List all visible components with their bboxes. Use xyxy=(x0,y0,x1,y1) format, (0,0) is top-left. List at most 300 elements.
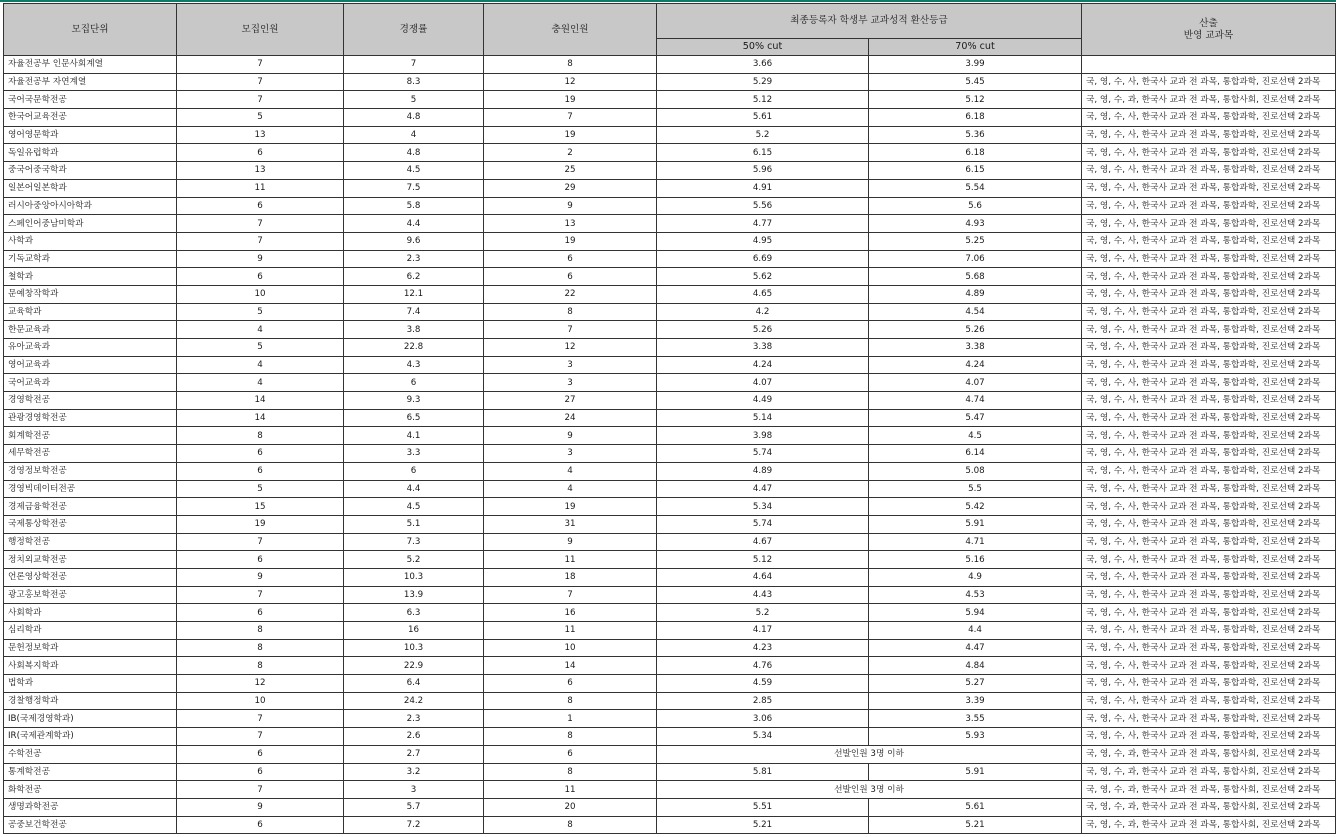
cell-unit: 행정학전공 xyxy=(4,533,177,551)
table-row xyxy=(4,162,1336,180)
cell-recruit: 6 xyxy=(177,268,344,286)
table-row xyxy=(4,427,1336,445)
cell-unit: 자율전공부 인문사회계열 xyxy=(4,56,177,74)
cell-recruit: 5 xyxy=(177,303,344,321)
cell-supplementary: 22 xyxy=(484,285,657,303)
cell-cut50: 5.61 xyxy=(657,109,869,127)
cell-recruit: 12 xyxy=(177,675,344,693)
cell-unit: 법학과 xyxy=(4,675,177,693)
cell-competition: 6.2 xyxy=(344,268,484,286)
cell-cut50: 5.96 xyxy=(657,162,869,180)
cell-recruit: 7 xyxy=(177,215,344,233)
cell-cut70: 5.91 xyxy=(869,763,1082,781)
cell-supplementary: 6 xyxy=(484,250,657,268)
cell-unit: 중국어중국학과 xyxy=(4,162,177,180)
table-row xyxy=(4,339,1336,357)
cell-competition: 10.3 xyxy=(344,568,484,586)
cell-supplementary: 12 xyxy=(484,73,657,91)
cell-competition: 6.3 xyxy=(344,604,484,622)
cell-subjects: 국, 영, 수, 사, 한국사 교과 전 과목, 통합과학, 진로선택 2과목 xyxy=(1082,409,1336,427)
cell-cut50: 4.91 xyxy=(657,179,869,197)
cell-competition: 3.8 xyxy=(344,321,484,339)
table-row xyxy=(4,91,1336,109)
cell-subjects: 국, 영, 수, 사, 한국사 교과 전 과목, 통합과학, 진로선택 2과목 xyxy=(1082,675,1336,693)
cell-recruit: 5 xyxy=(177,480,344,498)
cell-cut50: 3.98 xyxy=(657,427,869,445)
cell-competition: 9.6 xyxy=(344,232,484,250)
cell-unit: 자율전공부 자연계열 xyxy=(4,73,177,91)
cell-subjects: 국, 영, 수, 과, 한국사 교과 전 과목, 통합사회, 진로선택 2과목 xyxy=(1082,816,1336,834)
cell-subjects: 국, 영, 수, 사, 한국사 교과 전 과목, 통합과학, 진로선택 2과목 xyxy=(1082,285,1336,303)
cell-cut70: 3.55 xyxy=(869,710,1082,728)
cell-subjects: 국, 영, 수, 사, 한국사 교과 전 과목, 통합과학, 진로선택 2과목 xyxy=(1082,374,1336,392)
cell-recruit: 7 xyxy=(177,728,344,746)
cell-subjects: 국, 영, 수, 사, 한국사 교과 전 과목, 통합과학, 진로선택 2과목 xyxy=(1082,392,1336,410)
cell-unit: 국어교육과 xyxy=(4,374,177,392)
cell-competition: 7.5 xyxy=(344,179,484,197)
cell-cut50: 5.2 xyxy=(657,126,869,144)
cell-supplementary: 2 xyxy=(484,144,657,162)
table-row xyxy=(4,692,1336,710)
cell-cut50: 4.07 xyxy=(657,374,869,392)
table-row xyxy=(4,126,1336,144)
table-row xyxy=(4,551,1336,569)
cell-recruit: 6 xyxy=(177,197,344,215)
cell-recruit: 10 xyxy=(177,692,344,710)
header-cut70: 70% cut xyxy=(869,39,1082,56)
cell-competition: 4 xyxy=(344,126,484,144)
table-row xyxy=(4,462,1336,480)
cell-competition: 24.2 xyxy=(344,692,484,710)
cell-cut70: 5.26 xyxy=(869,321,1082,339)
cell-cut70: 6.14 xyxy=(869,445,1082,463)
header-final-grade: 최종등록자 학생부 교과성적 환산등급 xyxy=(657,4,1082,39)
cell-unit: 러시아중앙아시아학과 xyxy=(4,197,177,215)
cell-unit: 유아교육과 xyxy=(4,339,177,357)
cell-cut70: 3.99 xyxy=(869,56,1082,74)
header-competition: 경쟁률 xyxy=(344,4,484,56)
cell-cut70: 5.93 xyxy=(869,728,1082,746)
cell-cut50: 4.24 xyxy=(657,356,869,374)
table-row xyxy=(4,639,1336,657)
cell-recruit: 6 xyxy=(177,745,344,763)
cell-supplementary: 7 xyxy=(484,109,657,127)
cell-supplementary: 4 xyxy=(484,480,657,498)
cell-competition: 3 xyxy=(344,781,484,799)
table-row xyxy=(4,56,1336,74)
table-row xyxy=(4,409,1336,427)
cell-supplementary: 19 xyxy=(484,126,657,144)
cell-cut50: 5.62 xyxy=(657,268,869,286)
table-row xyxy=(4,374,1336,392)
cell-subjects: 국, 영, 수, 과, 한국사 교과 전 과목, 통합사회, 진로선택 2과목 xyxy=(1082,763,1336,781)
cell-subjects: 국, 영, 수, 사, 한국사 교과 전 과목, 통합과학, 진로선택 2과목 xyxy=(1082,462,1336,480)
cell-supplementary: 4 xyxy=(484,462,657,480)
cell-subjects: 국, 영, 수, 사, 한국사 교과 전 과목, 통합과학, 진로선택 2과목 xyxy=(1082,268,1336,286)
cell-supplementary: 14 xyxy=(484,657,657,675)
cell-cut70: 3.39 xyxy=(869,692,1082,710)
cell-supplementary: 1 xyxy=(484,710,657,728)
cell-recruit: 8 xyxy=(177,657,344,675)
table-row xyxy=(4,763,1336,781)
cell-subjects: 국, 영, 수, 사, 한국사 교과 전 과목, 통합과학, 진로선택 2과목 xyxy=(1082,162,1336,180)
cell-cut50: 4.76 xyxy=(657,657,869,675)
cell-subjects: 국, 영, 수, 사, 한국사 교과 전 과목, 통합과학, 진로선택 2과목 xyxy=(1082,303,1336,321)
cell-unit: 세무학전공 xyxy=(4,445,177,463)
cell-recruit: 7 xyxy=(177,232,344,250)
cell-unit: 영어교육과 xyxy=(4,356,177,374)
cell-subjects: 국, 영, 수, 사, 한국사 교과 전 과목, 통합과학, 진로선택 2과목 xyxy=(1082,73,1336,91)
cell-recruit: 6 xyxy=(177,551,344,569)
cell-competition: 5.1 xyxy=(344,515,484,533)
cell-recruit: 14 xyxy=(177,409,344,427)
cell-competition: 3.2 xyxy=(344,763,484,781)
cell-cut50: 5.74 xyxy=(657,445,869,463)
header-row-1 xyxy=(4,4,1336,39)
cell-cut70: 5.45 xyxy=(869,73,1082,91)
cell-supplementary: 20 xyxy=(484,798,657,816)
cell-cut50: 4.43 xyxy=(657,586,869,604)
cell-recruit: 7 xyxy=(177,91,344,109)
cell-recruit: 13 xyxy=(177,162,344,180)
cell-subjects: 국, 영, 수, 과, 한국사 교과 전 과목, 통합사회, 진로선택 2과목 xyxy=(1082,91,1336,109)
cell-recruit: 7 xyxy=(177,73,344,91)
cell-unit: 사회학과 xyxy=(4,604,177,622)
cell-cut70: 5.42 xyxy=(869,498,1082,516)
cell-supplementary: 31 xyxy=(484,515,657,533)
cell-cut70: 6.15 xyxy=(869,162,1082,180)
cell-cut70: 6.18 xyxy=(869,144,1082,162)
cell-supplementary: 8 xyxy=(484,816,657,834)
cell-cut70: 3.38 xyxy=(869,339,1082,357)
cell-cut50: 5.2 xyxy=(657,604,869,622)
cell-competition: 22.9 xyxy=(344,657,484,675)
cell-recruit: 11 xyxy=(177,179,344,197)
cell-cut70: 4.54 xyxy=(869,303,1082,321)
cell-subjects: 국, 영, 수, 사, 한국사 교과 전 과목, 통합과학, 진로선택 2과목 xyxy=(1082,126,1336,144)
cell-competition: 7.2 xyxy=(344,816,484,834)
cell-supplementary: 3 xyxy=(484,374,657,392)
header-subjects xyxy=(1082,4,1336,56)
cell-recruit: 6 xyxy=(177,462,344,480)
cell-cut70: 5.47 xyxy=(869,409,1082,427)
table-row xyxy=(4,73,1336,91)
table-row xyxy=(4,215,1336,233)
cell-subjects: 국, 영, 수, 사, 한국사 교과 전 과목, 통합과학, 진로선택 2과목 xyxy=(1082,586,1336,604)
cell-cut70: 4.74 xyxy=(869,392,1082,410)
cell-unit: 회계학전공 xyxy=(4,427,177,445)
cell-cut70: 5.21 xyxy=(869,816,1082,834)
cell-unit: 독일유럽학과 xyxy=(4,144,177,162)
cell-subjects: 국, 영, 수, 사, 한국사 교과 전 과목, 통합과학, 진로선택 2과목 xyxy=(1082,250,1336,268)
cell-recruit: 10 xyxy=(177,285,344,303)
cell-unit: IR(국제관계학과) xyxy=(4,728,177,746)
cell-cut50: 5.14 xyxy=(657,409,869,427)
cell-cut50: 5.12 xyxy=(657,91,869,109)
cell-competition: 22.8 xyxy=(344,339,484,357)
cell-competition: 12.1 xyxy=(344,285,484,303)
table-row xyxy=(4,268,1336,286)
cell-supplementary: 6 xyxy=(484,745,657,763)
cell-competition: 5.2 xyxy=(344,551,484,569)
cell-cut70: 5.16 xyxy=(869,551,1082,569)
cell-cut70: 5.36 xyxy=(869,126,1082,144)
cell-cut70: 4.53 xyxy=(869,586,1082,604)
cell-cut70: 5.61 xyxy=(869,798,1082,816)
cell-supplementary: 6 xyxy=(484,675,657,693)
header-cut50: 50% cut xyxy=(657,39,869,56)
table-row xyxy=(4,657,1336,675)
cell-recruit: 7 xyxy=(177,56,344,74)
cell-supplementary: 10 xyxy=(484,639,657,657)
cell-unit: 경영정보학전공 xyxy=(4,462,177,480)
cell-supplementary: 9 xyxy=(484,427,657,445)
cell-unit: 스페인어중남미학과 xyxy=(4,215,177,233)
cell-cut50: 4.59 xyxy=(657,675,869,693)
cell-unit: 교육학과 xyxy=(4,303,177,321)
cell-competition: 2.3 xyxy=(344,250,484,268)
cell-cut70: 5.91 xyxy=(869,515,1082,533)
table-row xyxy=(4,498,1336,516)
cell-supplementary: 24 xyxy=(484,409,657,427)
cell-competition: 9.3 xyxy=(344,392,484,410)
cell-unit: 한문교육과 xyxy=(4,321,177,339)
table-row xyxy=(4,109,1336,127)
cell-recruit: 8 xyxy=(177,427,344,445)
cell-supplementary: 13 xyxy=(484,215,657,233)
cell-cut70: 4.07 xyxy=(869,374,1082,392)
cell-unit: 기독교학과 xyxy=(4,250,177,268)
table-row xyxy=(4,622,1336,640)
admissions-results-table xyxy=(3,3,1336,834)
cell-subjects: 국, 영, 수, 사, 한국사 교과 전 과목, 통합과학, 진로선택 2과목 xyxy=(1082,215,1336,233)
table-row xyxy=(4,568,1336,586)
cell-supplementary: 9 xyxy=(484,197,657,215)
cell-supplementary: 7 xyxy=(484,321,657,339)
cell-subjects: 국, 영, 수, 사, 한국사 교과 전 과목, 통합과학, 진로선택 2과목 xyxy=(1082,692,1336,710)
cell-competition: 6 xyxy=(344,374,484,392)
cell-unit: 철학과 xyxy=(4,268,177,286)
cell-cut50: 4.77 xyxy=(657,215,869,233)
cell-subjects: 국, 영, 수, 사, 한국사 교과 전 과목, 통합과학, 진로선택 2과목 xyxy=(1082,232,1336,250)
cell-supplementary: 19 xyxy=(484,498,657,516)
cell-cut50: 4.47 xyxy=(657,480,869,498)
cell-supplementary: 6 xyxy=(484,268,657,286)
cell-cut50: 4.17 xyxy=(657,622,869,640)
cell-cut50: 4.64 xyxy=(657,568,869,586)
cell-cut50: 5.34 xyxy=(657,728,869,746)
cell-subjects: 국, 영, 수, 과, 한국사 교과 전 과목, 통합사회, 진로선택 2과목 xyxy=(1082,781,1336,799)
cell-recruit: 13 xyxy=(177,126,344,144)
cell-unit: 화학전공 xyxy=(4,781,177,799)
cell-unit: 정치외교학전공 xyxy=(4,551,177,569)
cell-recruit: 5 xyxy=(177,339,344,357)
cell-unit: 경영학전공 xyxy=(4,392,177,410)
cell-recruit: 9 xyxy=(177,250,344,268)
table-row xyxy=(4,728,1336,746)
table-row xyxy=(4,480,1336,498)
cell-cut50: 4.67 xyxy=(657,533,869,551)
cell-subjects: 국, 영, 수, 사, 한국사 교과 전 과목, 통합과학, 진로선택 2과목 xyxy=(1082,144,1336,162)
cell-cut50: 3.66 xyxy=(657,56,869,74)
cell-note: 선발인원 3명 이하 xyxy=(657,781,1082,799)
cell-unit: 심리학과 xyxy=(4,622,177,640)
cell-subjects: 국, 영, 수, 사, 한국사 교과 전 과목, 통합과학, 진로선택 2과목 xyxy=(1082,339,1336,357)
cell-subjects: 국, 영, 수, 사, 한국사 교과 전 과목, 통합과학, 진로선택 2과목 xyxy=(1082,728,1336,746)
cell-cut50: 3.38 xyxy=(657,339,869,357)
cell-unit: 한국어교육전공 xyxy=(4,109,177,127)
cell-cut50: 4.2 xyxy=(657,303,869,321)
cell-competition: 6.4 xyxy=(344,675,484,693)
cell-unit: 경영빅데이터전공 xyxy=(4,480,177,498)
cell-cut50: 5.12 xyxy=(657,551,869,569)
cell-cut70: 5.68 xyxy=(869,268,1082,286)
cell-subjects: 국, 영, 수, 사, 한국사 교과 전 과목, 통합과학, 진로선택 2과목 xyxy=(1082,321,1336,339)
cell-subjects: 국, 영, 수, 사, 한국사 교과 전 과목, 통합과학, 진로선택 2과목 xyxy=(1082,639,1336,657)
cell-recruit: 7 xyxy=(177,533,344,551)
cell-supplementary: 16 xyxy=(484,604,657,622)
cell-unit: 문예창작학과 xyxy=(4,285,177,303)
table-row xyxy=(4,586,1336,604)
cell-subjects: 국, 영, 수, 사, 한국사 교과 전 과목, 통합과학, 진로선택 2과목 xyxy=(1082,480,1336,498)
cell-competition: 5 xyxy=(344,91,484,109)
cell-competition: 5.8 xyxy=(344,197,484,215)
cell-cut70: 5.5 xyxy=(869,480,1082,498)
cell-recruit: 8 xyxy=(177,639,344,657)
cell-cut50: 3.06 xyxy=(657,710,869,728)
cell-subjects: 국, 영, 수, 사, 한국사 교과 전 과목, 통합과학, 진로선택 2과목 xyxy=(1082,197,1336,215)
table-row xyxy=(4,710,1336,728)
cell-unit: 영어영문학과 xyxy=(4,126,177,144)
header-recruit: 모집인원 xyxy=(177,4,344,56)
cell-unit: 문헌정보학과 xyxy=(4,639,177,657)
cell-unit: 사회복지학과 xyxy=(4,657,177,675)
cell-supplementary: 8 xyxy=(484,692,657,710)
cell-cut70: 5.12 xyxy=(869,91,1082,109)
table-row xyxy=(4,604,1336,622)
cell-competition: 4.8 xyxy=(344,109,484,127)
cell-cut50: 5.74 xyxy=(657,515,869,533)
cell-cut70: 4.93 xyxy=(869,215,1082,233)
cell-subjects: 국, 영, 수, 과, 한국사 교과 전 과목, 통합사회, 진로선택 2과목 xyxy=(1082,798,1336,816)
cell-unit: 국어국문학전공 xyxy=(4,91,177,109)
cell-supplementary: 11 xyxy=(484,781,657,799)
header-unit: 모집단위 xyxy=(4,4,177,56)
table-row xyxy=(4,445,1336,463)
cell-competition: 4.3 xyxy=(344,356,484,374)
cell-competition: 3.3 xyxy=(344,445,484,463)
cell-competition: 10.3 xyxy=(344,639,484,657)
cell-recruit: 4 xyxy=(177,321,344,339)
table-row xyxy=(4,232,1336,250)
cell-recruit: 4 xyxy=(177,374,344,392)
cell-supplementary: 18 xyxy=(484,568,657,586)
cell-subjects: 국, 영, 수, 사, 한국사 교과 전 과목, 통합과학, 진로선택 2과목 xyxy=(1082,551,1336,569)
cell-supplementary: 8 xyxy=(484,728,657,746)
cell-recruit: 6 xyxy=(177,604,344,622)
cell-cut50: 5.29 xyxy=(657,73,869,91)
cell-cut70: 5.94 xyxy=(869,604,1082,622)
cell-competition: 5.7 xyxy=(344,798,484,816)
cell-competition: 8.3 xyxy=(344,73,484,91)
cell-competition: 2.3 xyxy=(344,710,484,728)
table-row xyxy=(4,798,1336,816)
cell-subjects: 국, 영, 수, 사, 한국사 교과 전 과목, 통합과학, 진로선택 2과목 xyxy=(1082,568,1336,586)
table-row xyxy=(4,197,1336,215)
cell-unit: 사학과 xyxy=(4,232,177,250)
cell-subjects: 국, 영, 수, 사, 한국사 교과 전 과목, 통합과학, 진로선택 2과목 xyxy=(1082,445,1336,463)
cell-supplementary: 29 xyxy=(484,179,657,197)
cell-unit: 수학전공 xyxy=(4,745,177,763)
cell-cut50: 5.81 xyxy=(657,763,869,781)
cell-cut70: 4.47 xyxy=(869,639,1082,657)
cell-cut70: 4.84 xyxy=(869,657,1082,675)
cell-competition: 4.1 xyxy=(344,427,484,445)
cell-supplementary: 3 xyxy=(484,356,657,374)
cell-note: 선발인원 3명 이하 xyxy=(657,745,1082,763)
cell-cut50: 6.15 xyxy=(657,144,869,162)
cell-cut70: 4.4 xyxy=(869,622,1082,640)
cell-cut50: 5.56 xyxy=(657,197,869,215)
cell-cut50: 6.69 xyxy=(657,250,869,268)
table-body xyxy=(4,56,1336,834)
cell-unit: 관광경영학전공 xyxy=(4,409,177,427)
cell-subjects: 국, 영, 수, 사, 한국사 교과 전 과목, 통합과학, 진로선택 2과목 xyxy=(1082,427,1336,445)
cell-recruit: 4 xyxy=(177,356,344,374)
table-row xyxy=(4,321,1336,339)
cell-competition: 16 xyxy=(344,622,484,640)
cell-unit: IB(국제경영학과) xyxy=(4,710,177,728)
header-subjects-line2: 반영 교과목 xyxy=(1183,29,1234,41)
cell-cut70: 4.24 xyxy=(869,356,1082,374)
cell-unit: 통계학전공 xyxy=(4,763,177,781)
cell-subjects: 국, 영, 수, 사, 한국사 교과 전 과목, 통합과학, 진로선택 2과목 xyxy=(1082,533,1336,551)
cell-competition: 4.5 xyxy=(344,498,484,516)
cell-subjects: 국, 영, 수, 사, 한국사 교과 전 과목, 통합과학, 진로선택 2과목 xyxy=(1082,622,1336,640)
cell-supplementary: 8 xyxy=(484,763,657,781)
cell-cut70: 4.5 xyxy=(869,427,1082,445)
cell-competition: 4.4 xyxy=(344,480,484,498)
cell-cut70: 4.89 xyxy=(869,285,1082,303)
cell-recruit: 7 xyxy=(177,710,344,728)
cell-supplementary: 9 xyxy=(484,533,657,551)
cell-supplementary: 12 xyxy=(484,339,657,357)
cell-supplementary: 27 xyxy=(484,392,657,410)
cell-subjects: 국, 영, 수, 사, 한국사 교과 전 과목, 통합과학, 진로선택 2과목 xyxy=(1082,604,1336,622)
table-row xyxy=(4,745,1336,763)
cell-supplementary: 8 xyxy=(484,303,657,321)
cell-unit: 언론영상학전공 xyxy=(4,568,177,586)
cell-cut50: 5.26 xyxy=(657,321,869,339)
cell-supplementary: 7 xyxy=(484,586,657,604)
cell-recruit: 15 xyxy=(177,498,344,516)
cell-supplementary: 11 xyxy=(484,622,657,640)
cell-cut50: 4.65 xyxy=(657,285,869,303)
cell-competition: 7.3 xyxy=(344,533,484,551)
table-row xyxy=(4,285,1336,303)
cell-recruit: 9 xyxy=(177,568,344,586)
cell-supplementary: 11 xyxy=(484,551,657,569)
cell-competition: 4.8 xyxy=(344,144,484,162)
table-row xyxy=(4,250,1336,268)
table-row xyxy=(4,515,1336,533)
cell-competition: 6 xyxy=(344,462,484,480)
cell-unit: 국제통상학전공 xyxy=(4,515,177,533)
header-subjects-line1: 산출 xyxy=(1199,17,1218,29)
cell-recruit: 7 xyxy=(177,781,344,799)
cell-competition: 2.7 xyxy=(344,745,484,763)
cell-competition: 4.4 xyxy=(344,215,484,233)
